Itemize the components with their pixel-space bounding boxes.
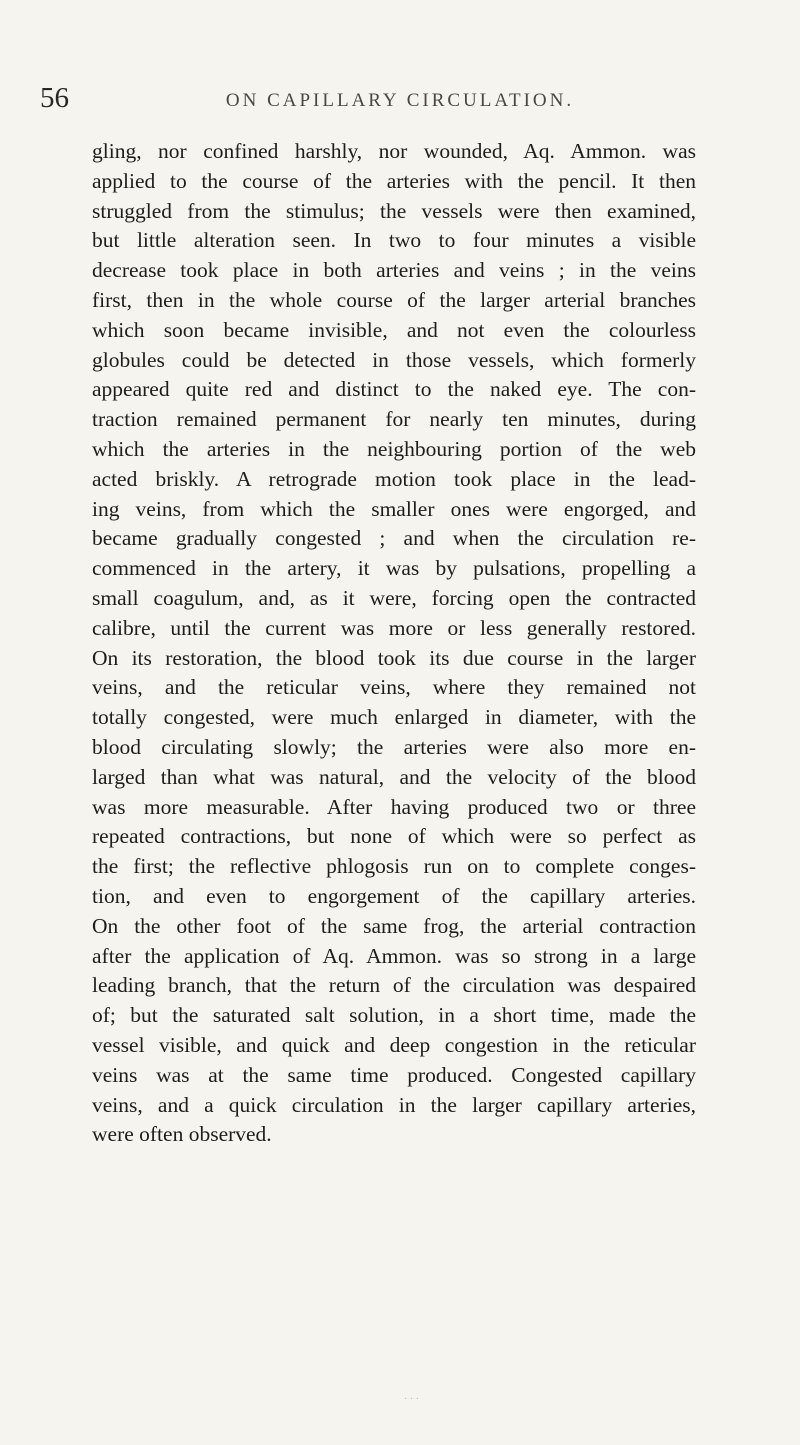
- text-line: On its restoration, the blood took its due course in the larger: [92, 645, 696, 670]
- text-line: the first; the reflective phlogosis run on to complete conges-: [92, 854, 696, 879]
- text-line: of; but the saturated salt solution, in a short time, made the: [92, 1003, 696, 1028]
- running-head: [40, 82, 760, 116]
- text-line: ing veins, from which the smaller ones were engorged, and: [92, 496, 696, 521]
- text-line: gling, nor confined harshly, nor wounded, Aq. Ammon. was: [92, 139, 696, 163]
- text-line: but little alteration seen. In two to four minutes a visible: [92, 228, 696, 253]
- running-head-title: ON CAPILLARY CIRCULATION.: [225, 90, 575, 111]
- text-line: first, then in the whole course of the larger arterial branches: [92, 287, 696, 312]
- text-line: acted briskly. A retrograde motion took place in the lead-: [92, 466, 696, 491]
- text-line: veins, and a quick circulation in the larger capillary arteries,: [92, 1092, 696, 1117]
- text-line: vessel visible, and quick and deep congestion in the reticular: [92, 1032, 696, 1057]
- text-line: globules could be detected in those vessels, which formerly: [92, 347, 696, 372]
- text-line: became gradually congested ; and when the circulation re-: [92, 526, 696, 551]
- page-number: 56: [40, 82, 69, 114]
- text-line: was more measurable. After having produced two or three: [92, 794, 696, 819]
- text-line: totally congested, were much enlarged in diameter, with the: [92, 705, 696, 730]
- text-line: veins was at the same time produced. Congested capillary: [92, 1062, 696, 1087]
- text-line-last: were often observed.: [92, 1122, 272, 1147]
- text-line: traction remained permanent for nearly ten minutes, during: [92, 407, 696, 432]
- text-line: which soon became invisible, and not even the colourless: [92, 317, 696, 342]
- text-line: larged than what was natural, and the velocity of the blood: [92, 764, 696, 789]
- text-line: veins, and the reticular veins, where they remained not: [92, 675, 696, 700]
- text-line: tion, and even to engorgement of the capillary arteries.: [92, 883, 696, 908]
- text-line: after the application of Aq. Ammon. was so strong in a large: [92, 943, 696, 968]
- text-line: appeared quite red and distinct to the naked eye. The con-: [92, 377, 696, 402]
- text-line: struggled from the stimulus; the vessels were then examined,: [92, 198, 696, 223]
- text-line: leading branch, that the return of the circulation was despaired: [92, 973, 696, 998]
- text-line: repeated contractions, but none of which were so perfect as: [92, 824, 696, 849]
- text-line: decrease took place in both arteries and veins ; in the veins: [92, 258, 696, 283]
- text-line: which the arteries in the neighbouring portion of the web: [92, 436, 696, 461]
- text-line: On the other foot of the same frog, the arterial contraction: [92, 913, 696, 938]
- body-text: [92, 137, 696, 1150]
- text-line: small coagulum, and, as it were, forcing open the contracted: [92, 585, 696, 610]
- text-line: calibre, until the current was more or less generally restored.: [92, 615, 696, 640]
- ink-speck-decoration: · · ·: [404, 1394, 419, 1405]
- text-line: applied to the course of the arteries with the pencil. It then: [92, 168, 696, 193]
- text-line: blood circulating slowly; the arteries were also more en-: [92, 734, 696, 759]
- text-line: commenced in the artery, it was by pulsations, propelling a: [92, 556, 696, 581]
